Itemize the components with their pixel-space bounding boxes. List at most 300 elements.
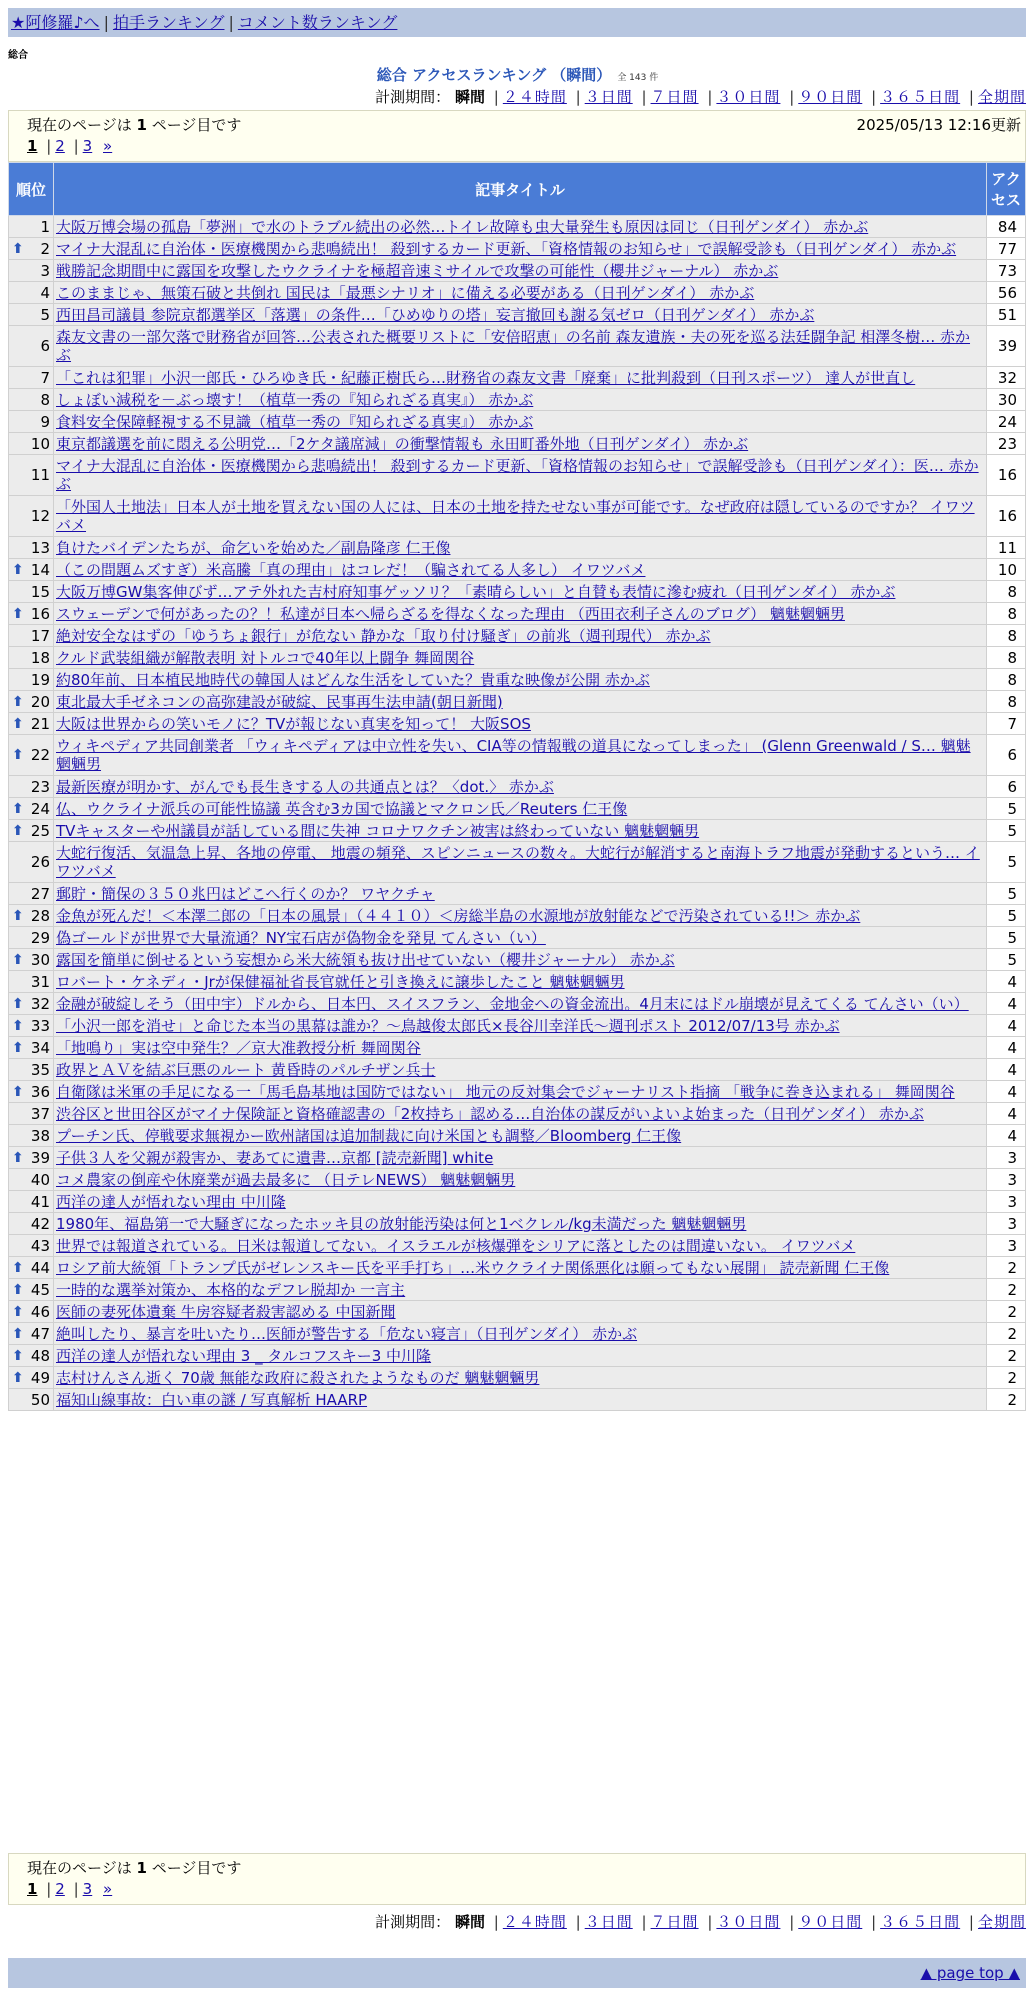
rank-number: 4 (40, 283, 50, 302)
rank-number: 6 (40, 337, 50, 355)
title-cell (54, 1037, 987, 1059)
title-cell (54, 1191, 987, 1213)
table-row (9, 1235, 1026, 1257)
table-row (9, 216, 1026, 238)
ranking-table-body (9, 216, 1026, 1411)
article-link[interactable]: マイナ大混乱に自治体・医療機関から悲鳴続出！ 殺到するカード更新、「資格情報のお知らせ」で誤解受診も（日刊ゲンダイ） 赤かぶ (56, 239, 957, 258)
table-row (9, 559, 1026, 581)
article-link[interactable]: 負けたバイデンたちが、命乞いを始めた／副島隆彦 仁王像 (56, 538, 451, 557)
pager-bottom: 1 | 2 | 3 » (27, 1880, 113, 1898)
current-page-number: 1 (136, 116, 147, 134)
pager-page-3[interactable]: 3 (82, 1880, 93, 1898)
access-count: 2 (987, 1389, 1026, 1411)
applause-ranking-link[interactable]: 拍手ランキング (112, 13, 225, 32)
period-current: 瞬間 (454, 1913, 485, 1931)
up-arrow-icon: ⬆ (12, 1259, 24, 1276)
table-row (9, 1323, 1026, 1345)
title-cell (54, 326, 987, 367)
rank-number: 37 (30, 1104, 50, 1123)
rank-number: 21 (30, 714, 50, 733)
article-link[interactable]: 郵貯・簡保の３５０兆円はどこへ行くのか？ ワヤクチャ (56, 884, 435, 903)
rank-number: 29 (30, 928, 50, 947)
article-link[interactable]: 「これは犯罪」小沢一郎氏・ひろゆき氏・紀藤正樹氏ら…財務省の森友文書「廃棄」に批判殺到（日刊スポーツ） 達人が世直し (56, 368, 916, 387)
title-cell (54, 1015, 987, 1037)
access-count: 6 (987, 735, 1026, 776)
period-365d-link[interactable]: ３６５日間 (880, 1913, 961, 1931)
category-label: 総合 (8, 50, 28, 61)
table-row (9, 1103, 1026, 1125)
title-cell (54, 820, 987, 842)
rank-cell (9, 1257, 54, 1279)
article-link[interactable]: 自衛隊は米軍の手足になる一「馬毛島基地は国防ではない」 地元の反対集会でジャーナリスト指摘 「戦争に巻き込まれる」 舞岡関谷 (56, 1082, 955, 1101)
rank-number: 34 (30, 1038, 50, 1057)
rank-number: 18 (30, 648, 50, 667)
current-page-number: 1 (136, 1859, 147, 1877)
rank-number: 47 (30, 1324, 50, 1343)
up-arrow-icon: ⬆ (12, 1149, 24, 1166)
rank-cell (9, 260, 54, 282)
rank-number: 31 (30, 972, 50, 991)
period-90d-link[interactable]: ９０日間 (798, 1913, 863, 1931)
rank-number: 28 (30, 906, 50, 925)
title-cell (54, 735, 987, 776)
table-row (9, 905, 1026, 927)
access-count: 51 (987, 304, 1026, 326)
up-arrow-icon: ⬆ (12, 1303, 24, 1320)
title-cell (54, 260, 987, 282)
title-cell (54, 1389, 987, 1411)
total-count: 全 143 件 (617, 73, 659, 83)
up-arrow-icon: ⬆ (12, 822, 24, 839)
rank-cell (9, 433, 54, 455)
article-link[interactable]: 西洋の達人が悟れない理由 中川隆 (56, 1192, 286, 1211)
article-link[interactable]: 医師の妻死体遺棄 牛房容疑者殺害認める 中国新聞 (56, 1302, 396, 1321)
access-count: 5 (987, 820, 1026, 842)
rank-number: 25 (30, 821, 50, 840)
access-count: 11 (987, 537, 1026, 559)
up-arrow-icon: ⬆ (12, 995, 24, 1012)
access-count: 8 (987, 647, 1026, 669)
article-link[interactable]: 金魚が死んだ！＜本澤二郎の「日本の風景」（４４１０）＜房総半島の水源地が放射能などで汚染されている!!＞ 赤かぶ (56, 906, 861, 925)
table-row (9, 1037, 1026, 1059)
article-link[interactable]: マイナ大混乱に自治体・医療機関から悲鳴続出！ 殺到するカード更新、「資格情報のお知らせ」で誤解受診も（日刊ゲンダイ）：医… 赤かぶ (56, 457, 979, 493)
title-cell (54, 883, 987, 905)
title-cell (54, 389, 987, 411)
pager-page-3[interactable]: 3 (82, 137, 93, 155)
article-link[interactable]: ウィキペディア共同創業者 「ウィキペディアは中立性を失い、CIA等の情報戦の道具になってしまった」 (Glenn Greenwald / S… 魑魅魍魎男 (56, 737, 971, 773)
article-link[interactable]: 約80年前、日本植民地時代の韓国人はどんな生活をしていた？貴重な映像が公開 赤かぶ (56, 670, 650, 689)
rank-cell (9, 735, 54, 776)
table-row (9, 455, 1026, 496)
rank-cell (9, 603, 54, 625)
table-row (9, 282, 1026, 304)
up-arrow-icon: ⬆ (12, 907, 24, 924)
up-arrow-icon: ⬆ (12, 715, 24, 732)
title-cell (54, 669, 987, 691)
footer-bar (8, 1958, 1026, 1988)
pager-next[interactable]: » (103, 137, 113, 155)
table-row (9, 1125, 1026, 1147)
rank-number: 16 (30, 604, 50, 623)
comment-ranking-link[interactable]: コメント数ランキング (237, 13, 398, 32)
access-count: 2 (987, 1345, 1026, 1367)
rank-number: 32 (30, 994, 50, 1013)
article-link[interactable]: 1980年、福島第一で大騒ぎになったホッキ貝の放射能汚染は何と1ベクレル/kg未満だった 魑魅魍魎男 (56, 1214, 747, 1233)
title-cell (54, 949, 987, 971)
access-count: 73 (987, 260, 1026, 282)
title-cell (54, 842, 987, 883)
rank-number: 17 (30, 626, 50, 645)
pager-top: 1 | 2 | 3 » (27, 137, 113, 155)
period-90d-link[interactable]: ９０日間 (798, 88, 863, 106)
table-row (9, 713, 1026, 735)
table-row (9, 691, 1026, 713)
article-link[interactable]: 渋谷区と世田谷区がマイナ保険証と資格確認書の「2枚持ち」認める…自治体の謀反がいよいよ始まった（日刊ゲンダイ） 赤かぶ (56, 1104, 924, 1123)
rank-cell (9, 1037, 54, 1059)
period-7d-link[interactable]: ７日間 (650, 1913, 699, 1931)
article-link[interactable]: 政界とＡＶを結ぶ巨悪のルート 黄昏時のパルチザン兵士 (56, 1060, 436, 1079)
access-count: 5 (987, 949, 1026, 971)
access-count: 8 (987, 691, 1026, 713)
article-link[interactable]: 大阪万博会場の孤島「夢洲」で水のトラブル続出の必然…トイレ故障も虫大量発生も原因は同じ（日刊ゲンダイ） 赤かぶ (56, 217, 869, 236)
article-link[interactable]: 福知山線事故：白い車の謎 / 写真解析 HAARP (56, 1390, 368, 1409)
table-row (9, 260, 1026, 282)
title-cell (54, 625, 987, 647)
period-current: 瞬間 (454, 88, 485, 106)
table-row (9, 625, 1026, 647)
period-selector-top: 計測期間： 瞬間 | ２４時間 | ３日間 | ７日間 | ３０日間 | ９０日間 | ３６５日間 | 全期間 (375, 88, 1026, 106)
access-count: 77 (987, 238, 1026, 260)
table-row (9, 842, 1026, 883)
rank-cell (9, 713, 54, 735)
title-cell (54, 581, 987, 603)
rank-cell (9, 883, 54, 905)
up-arrow-icon: ⬆ (12, 951, 24, 968)
rank-cell (9, 1103, 54, 1125)
top-nav (8, 8, 1026, 37)
rank-number: 19 (30, 670, 50, 689)
rank-cell (9, 905, 54, 927)
table-row (9, 389, 1026, 411)
rank-number: 24 (30, 799, 50, 818)
table-row (9, 433, 1026, 455)
up-arrow-icon: ⬆ (12, 747, 24, 763)
rank-cell (9, 216, 54, 238)
rank-number: 30 (30, 950, 50, 969)
rank-number: 42 (30, 1214, 50, 1233)
article-link[interactable]: 志村けんさん逝く 70歳 無能な政府に殺されたようなものだ 魑魅魍魎男 (56, 1368, 540, 1387)
rank-number: 33 (30, 1016, 50, 1035)
table-row (9, 1279, 1026, 1301)
table-row (9, 883, 1026, 905)
up-arrow-icon: ⬆ (12, 1083, 24, 1100)
title-cell (54, 455, 987, 496)
article-link[interactable]: 森友文書の一部欠落で財務省が回答…公表された概要リストに「安倍昭恵」の名前 森友遺族・夫の死を巡る法廷闘争記 相澤冬樹… 赤かぶ (56, 328, 971, 364)
period-all-link[interactable]: 全期間 (977, 1913, 1026, 1931)
rank-number: 9 (40, 412, 50, 431)
period-label: 計測期間： (375, 88, 451, 106)
table-row (9, 971, 1026, 993)
period-24h-link[interactable]: ２４時間 (502, 88, 567, 106)
rank-cell (9, 1125, 54, 1147)
article-link[interactable]: 「地鳴り」実は空中発生？／京大准教授分析 舞岡関谷 (56, 1038, 421, 1057)
pager-next[interactable]: » (103, 1880, 113, 1898)
article-link[interactable]: コメ農家の倒産や休廃業が過去最多に （日テレNEWS） 魑魅魍魎男 (56, 1170, 516, 1189)
title-cell (54, 496, 987, 537)
article-link[interactable]: 「外国人土地法」日本人が土地を買えない国の人には、日本の土地を持たせない事が可能です。なぜ政府は隠しているのですか？ イワツバメ (56, 498, 975, 534)
rank-cell (9, 282, 54, 304)
access-count: 2 (987, 1323, 1026, 1345)
table-row (9, 1015, 1026, 1037)
article-link[interactable]: 金融が破綻しそう（田中宇）ドルから、日本円、スイスフラン、金地金への資金流出。4月末にはドル崩壊が見えてくる てんさい（い） (56, 994, 969, 1013)
article-link[interactable]: 世界では報道されている。日米は報道してない。イスラエルが核爆弾をシリアに落としたのは間違いない。 イワツバメ (56, 1236, 856, 1255)
pager-current: 1 (27, 137, 38, 155)
table-row (9, 1257, 1026, 1279)
article-link[interactable]: 仏、ウクライナ派兵の可能性協議 英含む3カ国で協議とマクロン氏／Reuters 仁王像 (56, 799, 628, 818)
title-cell (54, 1367, 987, 1389)
article-link[interactable]: 絶叫したり、暴言を吐いたり…医師が警告する「危ない寝言」（日刊ゲンダイ） 赤かぶ (56, 1324, 638, 1343)
article-link[interactable]: 絶対安全なはずの「ゆうちょ銀行」が危ない 静かな「取り付け騒ぎ」の前兆（週刊現代） 赤かぶ (56, 626, 711, 645)
access-count: 4 (987, 971, 1026, 993)
page-info-text: 現在のページは 1 ページ目です (27, 116, 242, 134)
rank-cell (9, 304, 54, 326)
title-cell (54, 647, 987, 669)
rank-number: 26 (30, 853, 50, 871)
up-arrow-icon: ⬆ (12, 1347, 24, 1364)
article-link[interactable]: 戦勝記念期間中に露国を攻撃したウクライナを極超音速ミサイルで攻撃の可能性（櫻井ジャーナル） 赤かぶ (56, 261, 779, 280)
article-link[interactable]: 偽ゴールドが世界で大量流通？NY宝石店が偽物金を発見 てんさい（い） (56, 928, 546, 947)
rank-cell (9, 993, 54, 1015)
article-link[interactable]: 西田昌司議員 参院京都選挙区「落選」の条件…「ひめゆりの塔」妄言撤回も謝る気ゼロ（日刊ゲンダイ） 赤かぶ (56, 305, 815, 324)
page-top-link[interactable]: ▲ page top ▲ (920, 1964, 1020, 1982)
rank-cell (9, 238, 54, 260)
rank-cell (9, 625, 54, 647)
period-30d-link[interactable]: ３０日間 (716, 88, 781, 106)
article-link[interactable]: 一時的な選挙対策か、本格的なデフレ脱却か 一言主 (56, 1280, 406, 1299)
title-cell (54, 1081, 987, 1103)
access-count: 3 (987, 1235, 1026, 1257)
up-arrow-icon: ⬆ (12, 1281, 24, 1298)
article-link[interactable]: 最新医療が明かす、がんでも長生きする人の共通点とは？〈dot.〉 赤かぶ (56, 777, 554, 796)
table-row (9, 1147, 1026, 1169)
article-link[interactable]: しょぼい減税を－ぶっ壊す！（植草一秀の『知られざる真実』） 赤かぶ (56, 390, 534, 409)
table-row (9, 1059, 1026, 1081)
access-count: 5 (987, 927, 1026, 949)
rank-number: 22 (30, 746, 50, 764)
title-cell (54, 603, 987, 625)
period-7d-link[interactable]: ７日間 (650, 88, 699, 106)
title-cell (54, 1169, 987, 1191)
header-rank: 順位 (9, 163, 54, 216)
article-link[interactable]: 食料安全保障軽視する不見識（植草一秀の『知られざる真実』） 赤かぶ (56, 412, 534, 431)
access-count: 8 (987, 581, 1026, 603)
table-row (9, 537, 1026, 559)
rank-cell (9, 1213, 54, 1235)
access-count: 5 (987, 842, 1026, 883)
table-header-row (9, 163, 1026, 216)
article-link[interactable]: ロバート・ケネディ・Jrが保健福祉省長官就任と引き換えに譲歩したこと 魑魅魍魎男 (56, 972, 625, 991)
title-cell (54, 971, 987, 993)
article-link[interactable]: 東北最大手ゼネコンの高弥建設が破綻、民事再生法申請(朝日新聞) (56, 692, 503, 711)
period-3d-link[interactable]: ３日間 (584, 1913, 633, 1931)
up-arrow-icon: ⬆ (12, 693, 24, 710)
period-24h-link[interactable]: ２４時間 (502, 1913, 567, 1931)
table-row (9, 993, 1026, 1015)
title-cell (54, 304, 987, 326)
rank-number: 45 (30, 1280, 50, 1299)
rank-cell (9, 971, 54, 993)
title-cell (54, 1213, 987, 1235)
rank-cell (9, 1147, 54, 1169)
title-cell (54, 559, 987, 581)
updated-timestamp: 2025/05/13 12:16更新 (856, 116, 1021, 134)
table-row (9, 411, 1026, 433)
article-link[interactable]: TVキャスターや州議員が話している間に失神 コロナワクチン被害は終わっていない 魑魅魍魎男 (56, 821, 700, 840)
title-cell (54, 282, 987, 304)
access-count: 7 (987, 713, 1026, 735)
up-arrow-icon: ⬆ (12, 561, 24, 578)
title-cell (54, 1323, 987, 1345)
access-count: 8 (987, 625, 1026, 647)
access-count: 56 (987, 282, 1026, 304)
rank-cell (9, 1389, 54, 1411)
rank-cell (9, 1301, 54, 1323)
table-row (9, 238, 1026, 260)
article-link[interactable]: 大阪万博GW集客伸びず…アテ外れた吉村府知事ゲッソリ？「素晴らしい」と自賛も表情に滲む疲れ（日刊ゲンダイ） 赤かぶ (56, 582, 896, 601)
access-count: 4 (987, 1125, 1026, 1147)
article-link[interactable]: 西洋の達人が悟れない理由 3 _ タルコフスキー3 中川隆 (56, 1346, 432, 1365)
rank-cell (9, 1015, 54, 1037)
rank-number: 2 (40, 239, 50, 258)
table-row (9, 1213, 1026, 1235)
asyura-home-link[interactable]: ★阿修羅♪へ (11, 13, 100, 32)
title-cell (54, 1147, 987, 1169)
access-count: 5 (987, 883, 1026, 905)
period-all-link[interactable]: 全期間 (977, 88, 1026, 106)
article-link[interactable]: 大蛇行復活、気温急上昇、各地の停電、 地震の頻発、スピンニュースの数々。大蛇行が解消すると南海トラフ地震が発動するという… イワツバメ (56, 844, 980, 880)
rank-number: 5 (40, 305, 50, 324)
rank-cell (9, 389, 54, 411)
rank-number: 41 (30, 1192, 50, 1211)
rank-cell (9, 1191, 54, 1213)
pager-page-2[interactable]: 2 (55, 137, 65, 155)
rank-cell (9, 669, 54, 691)
article-link[interactable]: 大阪は世界からの笑いモノに？TVが報じない真実を知って！ 大阪SOS (56, 714, 531, 733)
article-link[interactable]: クルド武装組織が解散表明 対トルコで40年以上闘争 舞岡関谷 (56, 648, 475, 667)
rank-number: 27 (30, 884, 50, 903)
ranking-title: 総合 アクセスランキング （瞬間） (376, 66, 612, 84)
rank-number: 49 (30, 1368, 50, 1387)
rank-cell (9, 1169, 54, 1191)
table-row (9, 1191, 1026, 1213)
pager-page-2[interactable]: 2 (55, 1880, 65, 1898)
table-row (9, 304, 1026, 326)
table-row (9, 820, 1026, 842)
table-row (9, 1081, 1026, 1103)
rank-cell (9, 496, 54, 537)
nav-separator: | (228, 13, 234, 32)
page-info-text: 現在のページは 1 ページ目です (27, 1859, 242, 1877)
pager-current: 1 (27, 1880, 38, 1898)
rank-cell (9, 776, 54, 798)
rank-number: 11 (30, 466, 50, 484)
rank-number: 44 (30, 1258, 50, 1277)
title-cell (54, 238, 987, 260)
table-row (9, 798, 1026, 820)
access-count: 2 (987, 1367, 1026, 1389)
access-count: 5 (987, 798, 1026, 820)
article-link[interactable]: スウェーデンで何があったの？！私達が日本へ帰らざるを得なくなった理由 （西田衣利子さんのブログ） 魑魅魍魎男 (56, 604, 845, 623)
period-30d-link[interactable]: ３０日間 (716, 1913, 781, 1931)
title-cell (54, 1235, 987, 1257)
article-link[interactable]: 露国を簡単に倒せるという妄想から米大統領も抜け出せていない（櫻井ジャーナル） 赤かぶ (56, 950, 675, 969)
title-cell (54, 713, 987, 735)
rank-number: 36 (30, 1082, 50, 1101)
access-count: 8 (987, 603, 1026, 625)
article-link[interactable]: プーチン氏、停戦要求無視かー欧州諸国は追加制裁に向け米国とも調整／Bloomberg 仁王像 (56, 1126, 682, 1145)
rank-number: 14 (30, 560, 50, 579)
table-row (9, 1367, 1026, 1389)
rank-number: 7 (40, 368, 50, 387)
access-count: 24 (987, 411, 1026, 433)
rank-number: 48 (30, 1346, 50, 1365)
rank-cell (9, 798, 54, 820)
nav-separator: | (103, 13, 109, 32)
access-count: 2 (987, 1257, 1026, 1279)
rank-number: 8 (40, 390, 50, 409)
access-count: 3 (987, 1147, 1026, 1169)
rank-cell (9, 1345, 54, 1367)
title-cell (54, 433, 987, 455)
access-count: 6 (987, 776, 1026, 798)
rank-cell (9, 1279, 54, 1301)
up-arrow-icon: ⬆ (12, 605, 24, 622)
article-link[interactable]: 東京都議選を前に悶える公明党…「2ケタ議席減」の衝撃情報も 永田町番外地（日刊ゲンダイ） 赤かぶ (56, 434, 749, 453)
access-count: 3 (987, 1169, 1026, 1191)
rank-cell (9, 581, 54, 603)
rank-cell (9, 326, 54, 367)
rank-cell (9, 1367, 54, 1389)
article-link[interactable]: このままじゃ、無策石破と共倒れ 国民は「最悪シナリオ」に備える必要がある（日刊ゲンダイ） 赤かぶ (56, 283, 755, 302)
rank-cell (9, 949, 54, 971)
table-row (9, 1169, 1026, 1191)
article-link[interactable]: （この問題ムズすぎ）米高騰「真の理由」はコレだ！（騙されてる人多し） イワツバメ (56, 560, 646, 579)
article-link[interactable]: 「小沢一郎を消せ」と命じた本当の黒幕は誰か？～鳥越俊太郎氏×長谷川幸洋氏～週刊ポスト 2012/07/13号 赤かぶ (56, 1016, 840, 1035)
access-count: 4 (987, 1015, 1026, 1037)
rank-number: 13 (30, 538, 50, 557)
table-row (9, 1345, 1026, 1367)
header-title: 記事タイトル (54, 163, 987, 216)
period-selector-bottom: 計測期間： 瞬間 | ２４時間 | ３日間 | ７日間 | ３０日間 | ９０日間 | ３６５日間 | 全期間 (375, 1913, 1026, 1931)
access-count: 5 (987, 905, 1026, 927)
period-3d-link[interactable]: ３日間 (584, 88, 633, 106)
title-cell (54, 927, 987, 949)
table-row (9, 927, 1026, 949)
title-cell (54, 1059, 987, 1081)
period-365d-link[interactable]: ３６５日間 (880, 88, 961, 106)
up-arrow-icon: ⬆ (12, 1369, 24, 1386)
access-count: 3 (987, 1191, 1026, 1213)
article-link[interactable]: 子供３人を父親が殺害か、妻あてに遺書…京都 [読売新聞] white (56, 1148, 494, 1167)
title-cell (54, 216, 987, 238)
ranking-title-wrap (0, 64, 1035, 85)
rank-cell (9, 559, 54, 581)
rank-cell (9, 691, 54, 713)
rank-cell (9, 367, 54, 389)
title-cell (54, 1125, 987, 1147)
title-cell (54, 776, 987, 798)
article-link[interactable]: ロシア前大統領「トランプ氏がゼレンスキー氏を平手打ち」…米ウクライナ関係悪化は願ってもない展開」 読売新聞 仁王像 (56, 1258, 890, 1277)
